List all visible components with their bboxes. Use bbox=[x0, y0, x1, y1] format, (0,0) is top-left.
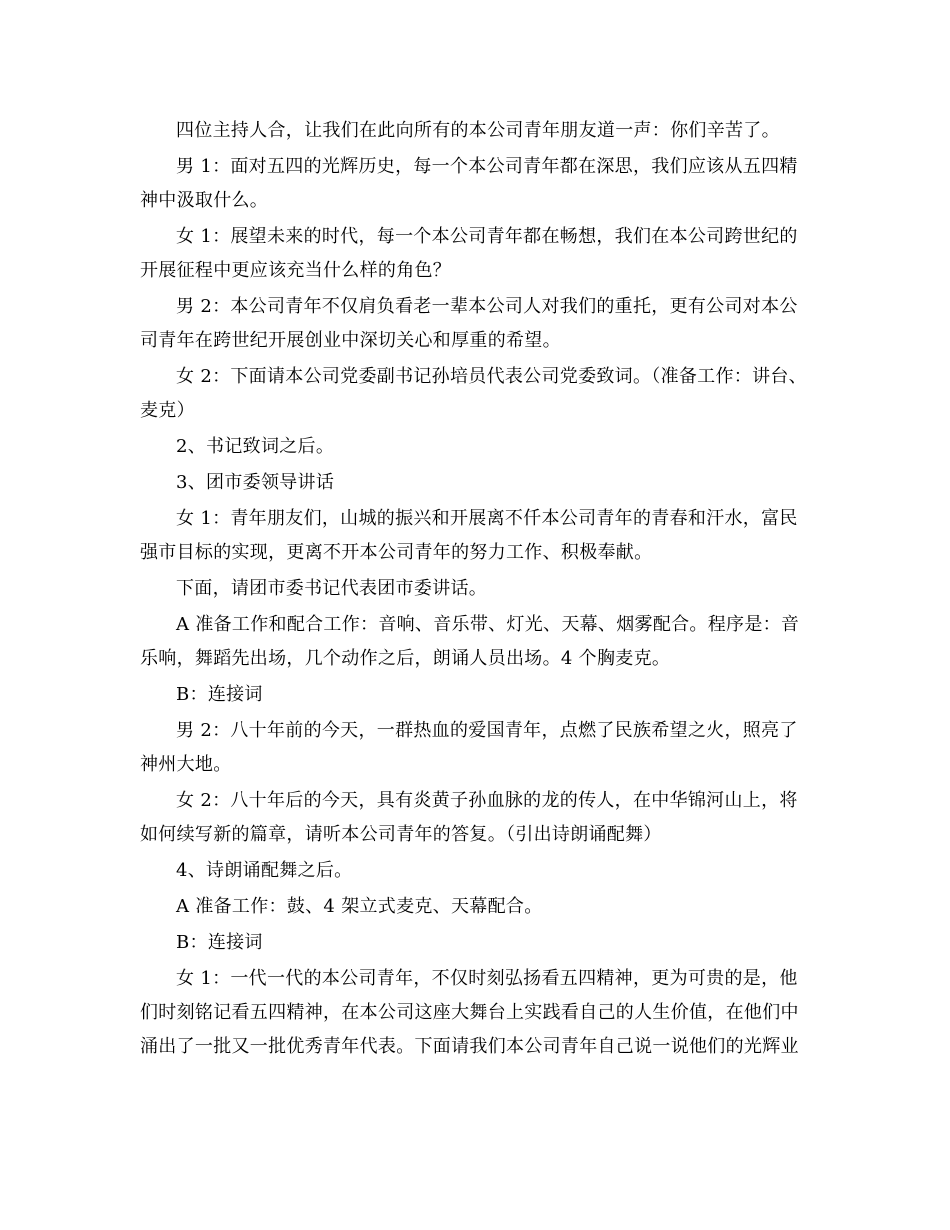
paragraph: 男 1：面对五四的光辉历史，每一个本公司青年都在深思，我们应该从五四精神中汲取什么。 bbox=[140, 156, 798, 211]
paragraph: 4、诗朗诵配舞之后。 bbox=[176, 860, 353, 881]
paragraph: 3、团市委领导讲话 bbox=[176, 472, 335, 493]
paragraph: 男 2：本公司青年不仅肩负看老一辈本公司人对我们的重托，更有公司对本公司青年在跨世纪开展创业中深切关心和厚重的希望。 bbox=[140, 296, 798, 351]
paragraph: A 准备工作：鼓、4 架立式麦克、天幕配合。 bbox=[176, 896, 543, 917]
paragraph: 女 1：展望未来的时代，每一个本公司青年都在畅想，我们在本公司跨世纪的开展征程中更应该充当什么样的角色？ bbox=[140, 226, 798, 281]
paragraph: 女 1：一代一代的本公司青年，不仅时刻弘扬看五四精神，更为可贵的是，他们时刻铭记看五四精神，在本公司这座大舞台上实践看自己的人生价值，在他们中涌出了一批又一批优秀青年代表。下面请我们本公司青年自己说一说他们的光辉业 bbox=[140, 968, 799, 1057]
paragraph: 女 1：青年朋友们，山城的振兴和开展离不仟本公司青年的青春和汗水，富民强市目标的实现，更离不开本公司青年的努力工作、积极奉献。 bbox=[140, 508, 798, 563]
paragraph: 2、书记致词之后。 bbox=[176, 436, 335, 457]
paragraph: A 准备工作和配合工作：音响、音乐带、灯光、天幕、烟雾配合。程序是：音乐响，舞蹈先出场，几个动作之后，朗诵人员出场。4 个胸麦克。 bbox=[140, 614, 800, 669]
paragraph: 男 2：八十年前的今天，一群热血的爱国青年，点燃了民族希望之火，照亮了神州大地。 bbox=[140, 720, 798, 775]
document-body bbox=[140, 114, 811, 1066]
paragraph: 四位主持人合，让我们在此向所有的本公司青年朋友道一声：你们辛苦了。 bbox=[176, 120, 780, 141]
paragraph: B：连接词 bbox=[176, 932, 263, 953]
paragraph: 女 2：下面请本公司党委副书记孙培员代表公司党委致词。（准备工作：讲台、麦克） bbox=[140, 366, 807, 421]
paragraph: B：连接词 bbox=[176, 684, 263, 705]
paragraph: 女 2：八十年后的今天，具有炎黄子孙血脉的龙的传人，在中华锦河山上，将如何续写新的篇章，请听本公司青年的答复。（引出诗朗诵配舞） bbox=[140, 790, 798, 845]
paragraph: 下面，请团市委书记代表团市委讲话。 bbox=[176, 578, 488, 599]
